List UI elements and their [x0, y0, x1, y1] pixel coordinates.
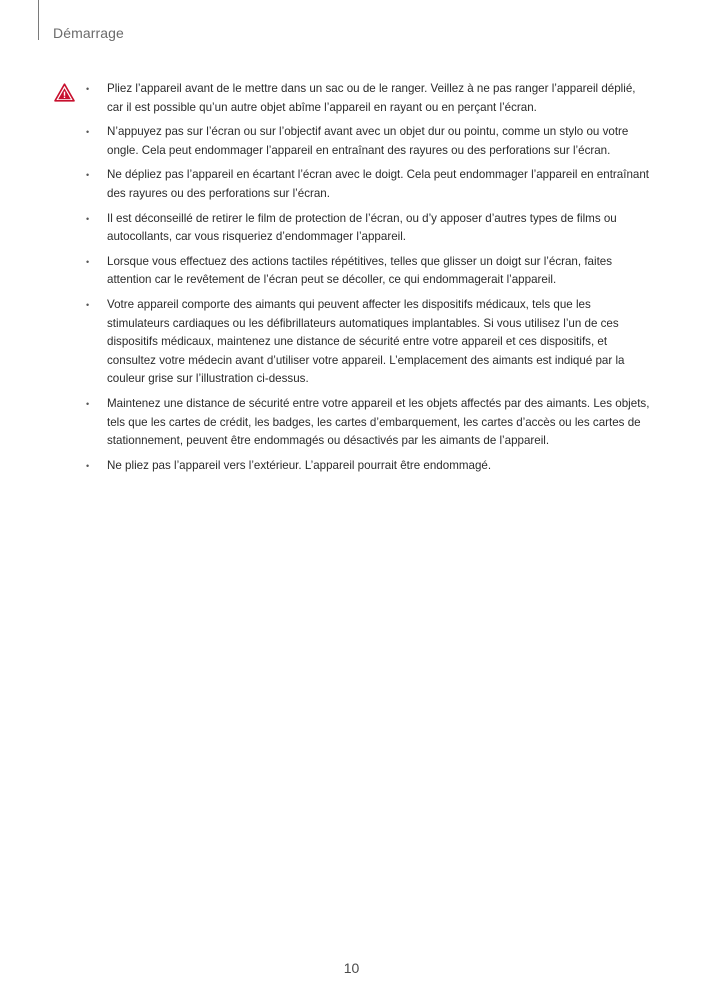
- bullet-icon: •: [86, 170, 90, 181]
- bullet-icon: •: [86, 299, 90, 310]
- list-item-text: Ne pliez pas l’appareil vers l’extérieur. L’appareil pourrait être endommagé.: [107, 458, 492, 472]
- list-item-text: Lorsque vous effectuez des actions tactiles répétitives, telles que glisser un doigt sur l’écran, faites attention car le revêtement de l’écran peut se décoller, ce qui endommagerait l’appareil.: [107, 254, 613, 287]
- bullet-icon: •: [86, 398, 90, 409]
- list-item-text: Votre appareil comporte des aimants qui peuvent affecter les dispositifs médicaux, tels que les stimulateurs cardiaques ou les défibrillateurs automatiques implantables. Si vous utilisez l’un de ces dispositifs médicaux, maintenez une distance de sécurité entre votre appareil et ces dispositifs, et consultez votre médecin avant d’utiliser votre appareil. L’emplacement des aimants est indiqué par la couleur grise sur l’illustration ci-dessus.: [107, 297, 625, 386]
- list-item-text: N’appuyez pas sur l’écran ou sur l’objectif avant avec un objet dur ou pointu, comme un stylo ou votre ongle. Cela peut endommager l’appareil en entraînant des rayures ou des perforations sur l’écran.: [107, 125, 629, 157]
- warning-list: [86, 80, 652, 481]
- page-number: 10: [343, 960, 360, 976]
- list-item: [86, 210, 652, 247]
- warning-triangle-icon: [54, 83, 75, 102]
- header-divider: [38, 0, 39, 40]
- bullet-icon: •: [86, 127, 90, 138]
- bullet-icon: •: [86, 256, 90, 267]
- list-item: [86, 395, 652, 451]
- bullet-icon: •: [86, 460, 90, 471]
- list-item: [86, 80, 652, 117]
- bullet-icon: •: [86, 84, 90, 94]
- list-item-text: Il est déconseillé de retirer le film de protection de l’écran, ou d’y apposer d’autres types de films ou autocollants, car vous risqueriez d’endommager l’appareil.: [107, 211, 617, 244]
- list-item: [86, 457, 652, 476]
- list-item: [86, 253, 652, 290]
- list-item-text: Ne dépliez pas l’appareil en écartant l’écran avec le doigt. Cela peut endommager l’appareil en entraînant des rayures ou des perforations sur l’écran.: [107, 168, 650, 200]
- list-item: [86, 166, 652, 203]
- bullet-icon: •: [86, 213, 90, 224]
- list-item-text: Pliez l’appareil avant de le mettre dans un sac ou de le ranger. Veillez à ne pas ranger l’appareil déplié, car il est possible qu’un autre objet abîme l’appareil en rayant ou en perçant l’écran.: [107, 82, 636, 114]
- list-item: [86, 123, 652, 160]
- section-title: Démarrage: [53, 25, 124, 41]
- list-item-text: Maintenez une distance de sécurité entre votre appareil et les objets affectés par des aimants. Les objets, tels que les cartes de crédit, les badges, les cartes d’embarquement, les cartes d’accès ou les cartes de stationnement, peuvent être endommagés ou désactivés par les aimants de l’appareil.: [107, 396, 650, 448]
- list-item: [86, 296, 652, 389]
